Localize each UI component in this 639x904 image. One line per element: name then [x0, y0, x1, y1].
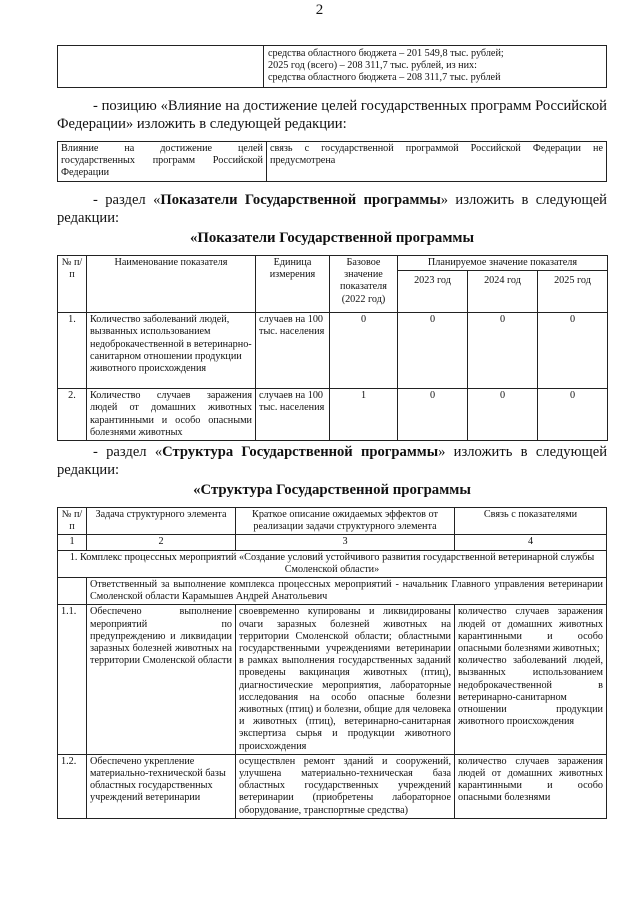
indicators-table [57, 255, 608, 441]
para3-prefix: - раздел « [93, 444, 163, 460]
table-row [58, 605, 607, 754]
row-num: 1.1. [58, 605, 87, 754]
header-effects: Краткое описание ожидаемых эффектов от реализации задачи структурного элемента [236, 508, 455, 535]
paragraph-indicators [57, 192, 607, 227]
structure-table [57, 507, 607, 819]
header-base: Базовое значение показателя (2022 год) [330, 256, 398, 313]
para3-bold: Структура Государственной программы [162, 444, 439, 460]
responsible-text: Ответственный за выполнение комплекса процессных мероприятий - начальник Главного управления ветеринарии Смоленской области Карамышев Андрей Анатольевич [87, 578, 607, 605]
link-text: количество заболеваний людей, вызванных использованием недоброкачественной в ветеринарно-санитарном отношении продукции животного происхождения [458, 655, 603, 728]
header-2024: 2024 год [468, 271, 538, 313]
row-unit: случаев на 100 тыс. населения [256, 389, 330, 441]
colnum: 2 [87, 535, 236, 550]
indicators-heading: «Показатели Государственной программы [189, 230, 475, 246]
row-num: 1. [58, 313, 87, 389]
complex-title: 1. Комплекс процессных мероприятий «Создание условий устойчивого развития государственной ветеринарной службы Смоленской области» [58, 550, 607, 577]
row-2023: 0 [398, 389, 468, 441]
budget-line: 2025 год (всего) – 208 311,7 тыс. рублей, из них: [268, 60, 477, 72]
influence-label: Влияние на достижение целей государственных программ Российской Федерации [58, 142, 267, 182]
row-num: 2. [58, 389, 87, 441]
header-unit: Единица измерения [256, 256, 330, 313]
row-num: 1.2. [58, 754, 87, 818]
colnum: 4 [455, 535, 607, 550]
header-planned: Планируемое значение показателя [398, 256, 608, 271]
budget-line: средства областного бюджета – 208 311,7 тыс. рублей [268, 72, 501, 84]
budget-left-cell [58, 46, 264, 88]
row-unit: случаев на 100 тыс. населения [256, 313, 330, 389]
row-link [455, 605, 607, 754]
header-task: Задача структурного элемента [87, 508, 236, 535]
row-name: Количество заболеваний людей, вызванных использованием недоброкачественной в ветеринарно-санитарном отношении продукции животного происхождения [87, 313, 256, 389]
header-num: № п/п [58, 508, 87, 535]
link-text: количество случаев заражения людей от домашних животных карантинными и особо опасными болезнями животных; [458, 606, 603, 655]
influence-table [57, 141, 607, 182]
row-2024: 0 [468, 389, 538, 441]
row-link: количество случаев заражения людей от домашних животных карантинными и особо опасными болезнями [455, 754, 607, 818]
para2-bold: Показатели Государственной программы [160, 192, 441, 208]
row-name: Количество случаев заражения людей от домашних животных карантинными и особо опасными болезнями животных [87, 389, 256, 441]
budget-table [57, 45, 607, 88]
influence-value: связь с государственной программой Российской Федерации не предусмотрена [267, 142, 607, 182]
table-row [58, 313, 608, 389]
header-num: № п/п [58, 256, 87, 313]
header-2025: 2025 год [538, 271, 608, 313]
paragraph-structure [57, 444, 607, 479]
header-2023: 2023 год [398, 271, 468, 313]
row-2025: 0 [538, 313, 608, 389]
row-2024: 0 [468, 313, 538, 389]
colnum: 3 [236, 535, 455, 550]
para3-suffix: » изложить в следующей редакции: [57, 444, 608, 478]
para2-suffix: » изложить в следующей редакции: [57, 192, 607, 226]
row-effects: своевременно купированы и ликвидированы очаги заразных болезней животных на территории Смоленской области; областными государственными учреждениями ветеринарии в рамках выполнения государственных заданий проведены вакцинация животных (птиц), диагностические мероприятия, лабораторные исследования на особо опасные болезни животных (птиц) и болезни, общие для человека и животных (птиц), ветеринарно-санитарная экспертиза сырья и продукции животного происхождения [236, 605, 455, 754]
row-2023: 0 [398, 313, 468, 389]
responsible-spacer [58, 578, 87, 605]
budget-line: средства областного бюджета – 201 549,8 тыс. рублей; [268, 48, 504, 59]
colnum: 1 [58, 535, 87, 550]
para2-prefix: - раздел « [93, 192, 161, 208]
row-base: 0 [330, 313, 398, 389]
structure-heading: «Структура Государственной программы [193, 482, 471, 498]
header-link: Связь с показателями [455, 508, 607, 535]
row-task: Обеспечено выполнение мероприятий по предупреждению и ликвидации заразных болезней животных на территории Смоленской области [87, 605, 236, 754]
row-effects: осуществлен ремонт зданий и сооружений, улучшена материально-техническая база областных государственных учреждений ветеринарии (приобретены лабораторное оборудование, транспортные средства) [236, 754, 455, 818]
table-row [58, 754, 607, 818]
paragraph-influence: - позицию «Влияние на достижение целей государственных программ Российской Федерации» изложить в следующей редакции: [57, 98, 607, 132]
table-row [58, 389, 608, 441]
page-number: 2 [315, 2, 324, 18]
header-name: Наименование показателя [87, 256, 256, 313]
row-base: 1 [330, 389, 398, 441]
row-2025: 0 [538, 389, 608, 441]
row-task: Обеспечено укрепление материально-технической базы областных государственных учреждений ветеринарии [87, 754, 236, 818]
budget-right-cell [264, 46, 607, 88]
